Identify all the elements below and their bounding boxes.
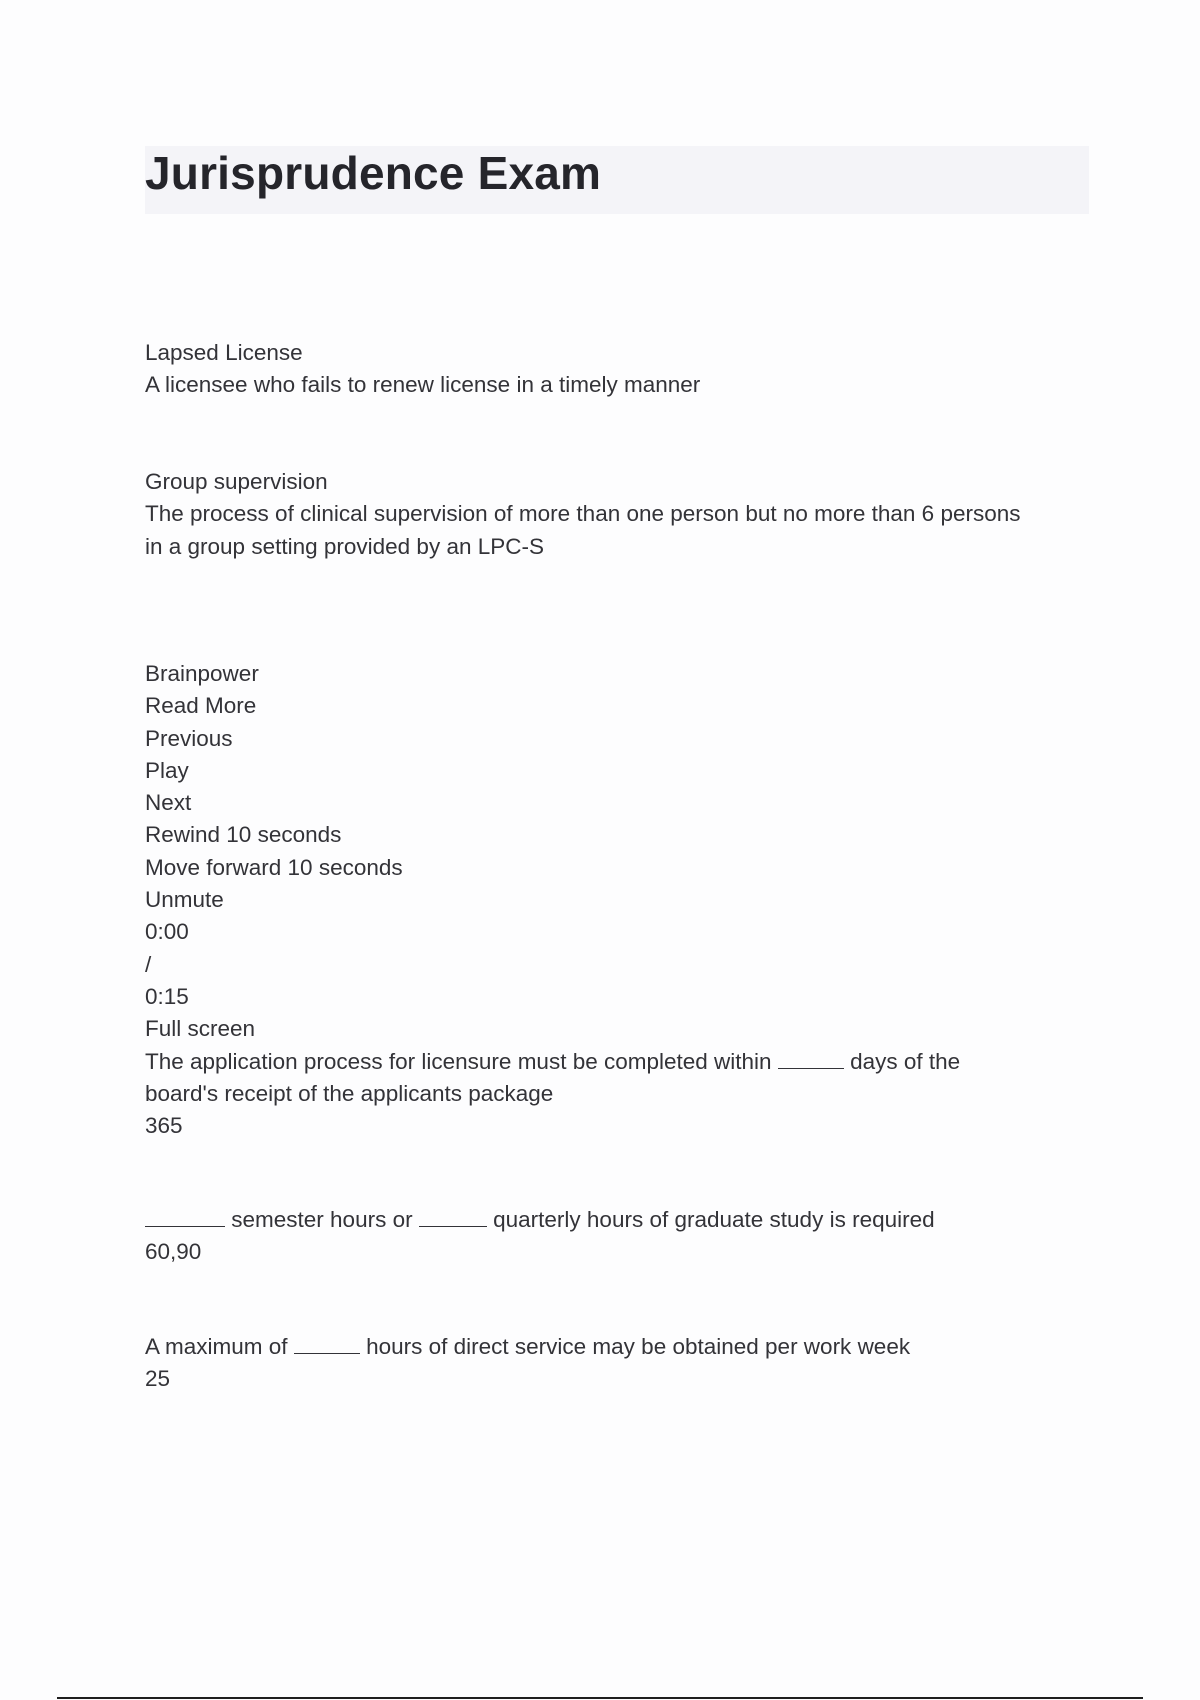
question-answer: 25 xyxy=(145,1366,171,1392)
answer-blank xyxy=(778,1048,844,1069)
flashcard-lapsed-license xyxy=(145,337,1105,402)
unmute-button[interactable]: Unmute xyxy=(145,887,224,913)
current-time: 0:00 xyxy=(145,919,189,945)
card-term: Lapsed License xyxy=(145,340,303,365)
next-button[interactable]: Next xyxy=(145,790,192,816)
card-definition-line-2: in a group setting provided by an LPC-S xyxy=(145,533,544,559)
question-prompt xyxy=(145,1331,1105,1363)
rewind-button[interactable]: Rewind 10 seconds xyxy=(145,822,342,848)
footer-divider xyxy=(57,1697,1143,1699)
prompt-text: A maximum of xyxy=(145,1334,288,1359)
question-answer: 365 xyxy=(145,1113,183,1139)
time-separator: / xyxy=(145,951,152,977)
video-player-controls xyxy=(145,658,1105,1142)
play-button[interactable]: Play xyxy=(145,757,189,783)
question-answer: 60,90 xyxy=(145,1239,202,1265)
flashcard-group-supervision xyxy=(145,466,1105,563)
answer-blank xyxy=(294,1333,360,1354)
player-brand: Brainpower xyxy=(145,661,259,686)
prompt-text: days of the xyxy=(850,1048,961,1074)
previous-button[interactable]: Previous xyxy=(145,725,233,751)
read-more-link[interactable]: Read More xyxy=(145,693,257,719)
fullscreen-button[interactable]: Full screen xyxy=(145,1016,256,1042)
forward-button[interactable]: Move forward 10 seconds xyxy=(145,854,403,880)
card-term: Group supervision xyxy=(145,469,328,494)
answer-blank xyxy=(419,1206,487,1227)
card-definition: A licensee who fails to renew license in a timely manner xyxy=(145,372,701,398)
prompt-text: The application process for licensure must be completed within xyxy=(145,1048,772,1074)
flashcard-graduate-hours xyxy=(145,1204,1105,1269)
answer-blank xyxy=(145,1206,225,1227)
question-prompt-line-1 xyxy=(145,1046,1105,1078)
prompt-text: hours of direct service may be obtained per work week xyxy=(366,1334,911,1359)
card-definition-line-1: The process of clinical supervision of more than one person but no more than 6 persons xyxy=(145,501,1021,527)
prompt-text: quarterly hours of graduate study is required xyxy=(493,1207,935,1232)
flashcard-direct-service xyxy=(145,1331,1105,1396)
duration: 0:15 xyxy=(145,983,189,1009)
page-title: Jurisprudence Exam xyxy=(145,147,602,199)
question-prompt-line-2: board's receipt of the applicants package xyxy=(145,1080,554,1106)
prompt-text: semester hours or xyxy=(231,1207,413,1232)
question-prompt xyxy=(145,1204,1105,1236)
